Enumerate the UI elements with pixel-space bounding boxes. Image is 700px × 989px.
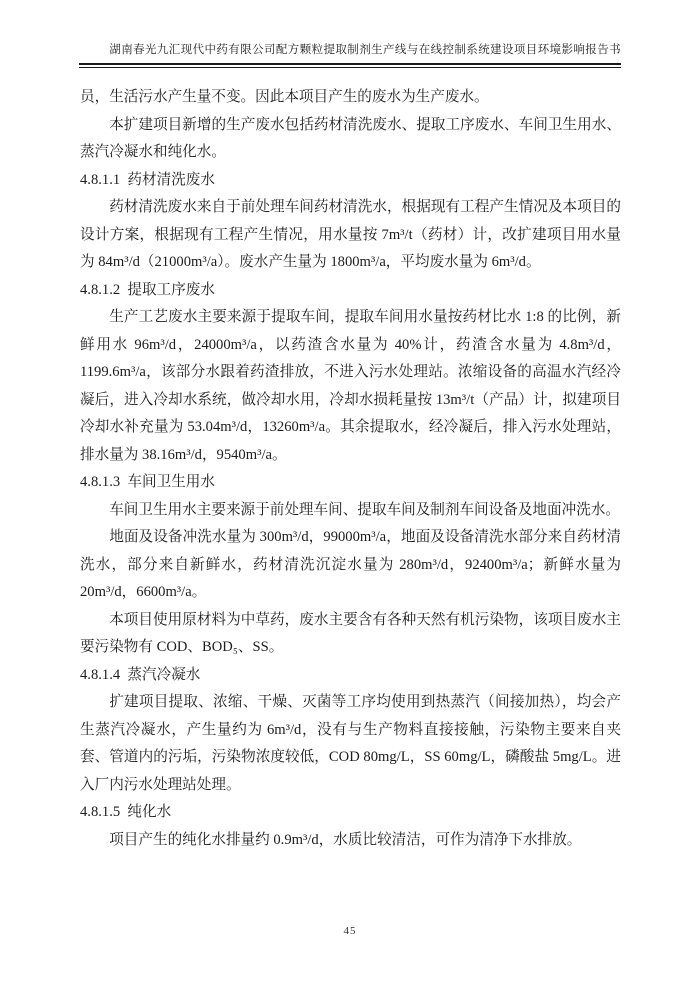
page-footer bbox=[0, 921, 700, 939]
document-body bbox=[80, 84, 621, 854]
paragraph-workshop-sanitation-source: 车间卫生用水主要来源于前处理车间、提取车间及制剂车间设备及地面冲洗水。 bbox=[109, 501, 620, 518]
section-heading-4-8-1-4: 4.8.1.4 蒸汽冷凝水 bbox=[80, 666, 201, 683]
header-title: 湖南春光九汇现代中药有限公司配方颗粒提取制剂生产线与在线控制系统建设项目环境影响报告书 bbox=[109, 44, 621, 56]
paragraph-continuation: 员，生活污水产生量不变。因此本项目产生的废水为生产废水。 bbox=[80, 89, 489, 105]
section-heading-4-8-1-2: 4.8.1.2 提取工序废水 bbox=[80, 281, 215, 298]
page-number: 45 bbox=[343, 925, 357, 937]
header-rule bbox=[79, 63, 621, 68]
section-heading-4-8-1-5: 4.8.1.5 纯化水 bbox=[80, 804, 172, 820]
section-heading-4-8-1-1: 4.8.1.1 药材清洗废水 bbox=[80, 171, 215, 188]
paragraph-extraction-process-wastewater: 生产工艺废水主要来源于提取车间，提取车间用水量按药材比水 1:8 的比例，新鲜用水 96m³/d，24000m³/a，以药渣含水量为 40%计，药渣含水量为 4.8m³/d，1199.6m³/a，该部分水跟着药渣排放，不进入污水处理站。浓缩设备的高温水汽经冷凝后，进入冷却水系统，做冷却水用，冷却水损耗量按 13m³/t（产品）计，拟建项目冷却水补充量为 53.04m³/d，13260m³/a。其余提取水，经冷凝后，排入污水处理站，排水量为 38.16m³/d，9540m³/a。 bbox=[80, 309, 621, 463]
paragraph-steam-condensate: 扩建项目提取、浓缩、干燥、灭菌等工序均使用到热蒸汽（间接加热），均会产生蒸汽冷凝水，产生量约为 6m³/d，没有与生产物料直接接触，污染物主要来自夹套、管道内的污垢，污染物浓度较低，COD 80mg/L，SS 60mg/L，磷酸盐 5mg/L。进入厂内污水处理站处理。 bbox=[80, 694, 621, 793]
section-heading-4-8-1-3: 4.8.1.3 车间卫生用水 bbox=[80, 474, 215, 490]
paragraph-floor-equipment-flushing: 地面及设备冲洗水量为 300m³/d，99000m³/a，地面及设备清洗水部分来自药材清洗水，部分来自新鲜水，药材清洗沉淀水量为 280m³/d，92400m³/a；新鲜水量为 20m³/d，6600m³/a。 bbox=[80, 529, 621, 600]
paragraph-raw-material-pollutants: 本项目使用原材料为中草药，废水主要含有各种天然有机污染物，该项目废水主要污染物有 COD、BOD₅、SS。 bbox=[80, 611, 621, 655]
paragraph-purified-water: 项目产生的纯化水排量约 0.9m³/d，水质比较清洁，可作为清净下水排放。 bbox=[109, 831, 582, 848]
paragraph-new-wastewater-overview: 本扩建项目新增的生产废水包括药材清洗废水、提取工序废水、车间卫生用水、蒸汽冷凝水和纯化水。 bbox=[80, 116, 621, 160]
paragraph-material-washing-wastewater: 药材清洗废水来自于前处理车间药材清洗水，根据现有工程产生情况及本项目的设计方案，根据现有工程产生情况，用水量按 7m³/t（药材）计，改扩建项目用水量为 84m³/d（21000m³/a）。废水产生量为 1800m³/a，平均废水量为 6m³/d。 bbox=[80, 199, 621, 270]
page-header bbox=[79, 43, 621, 68]
